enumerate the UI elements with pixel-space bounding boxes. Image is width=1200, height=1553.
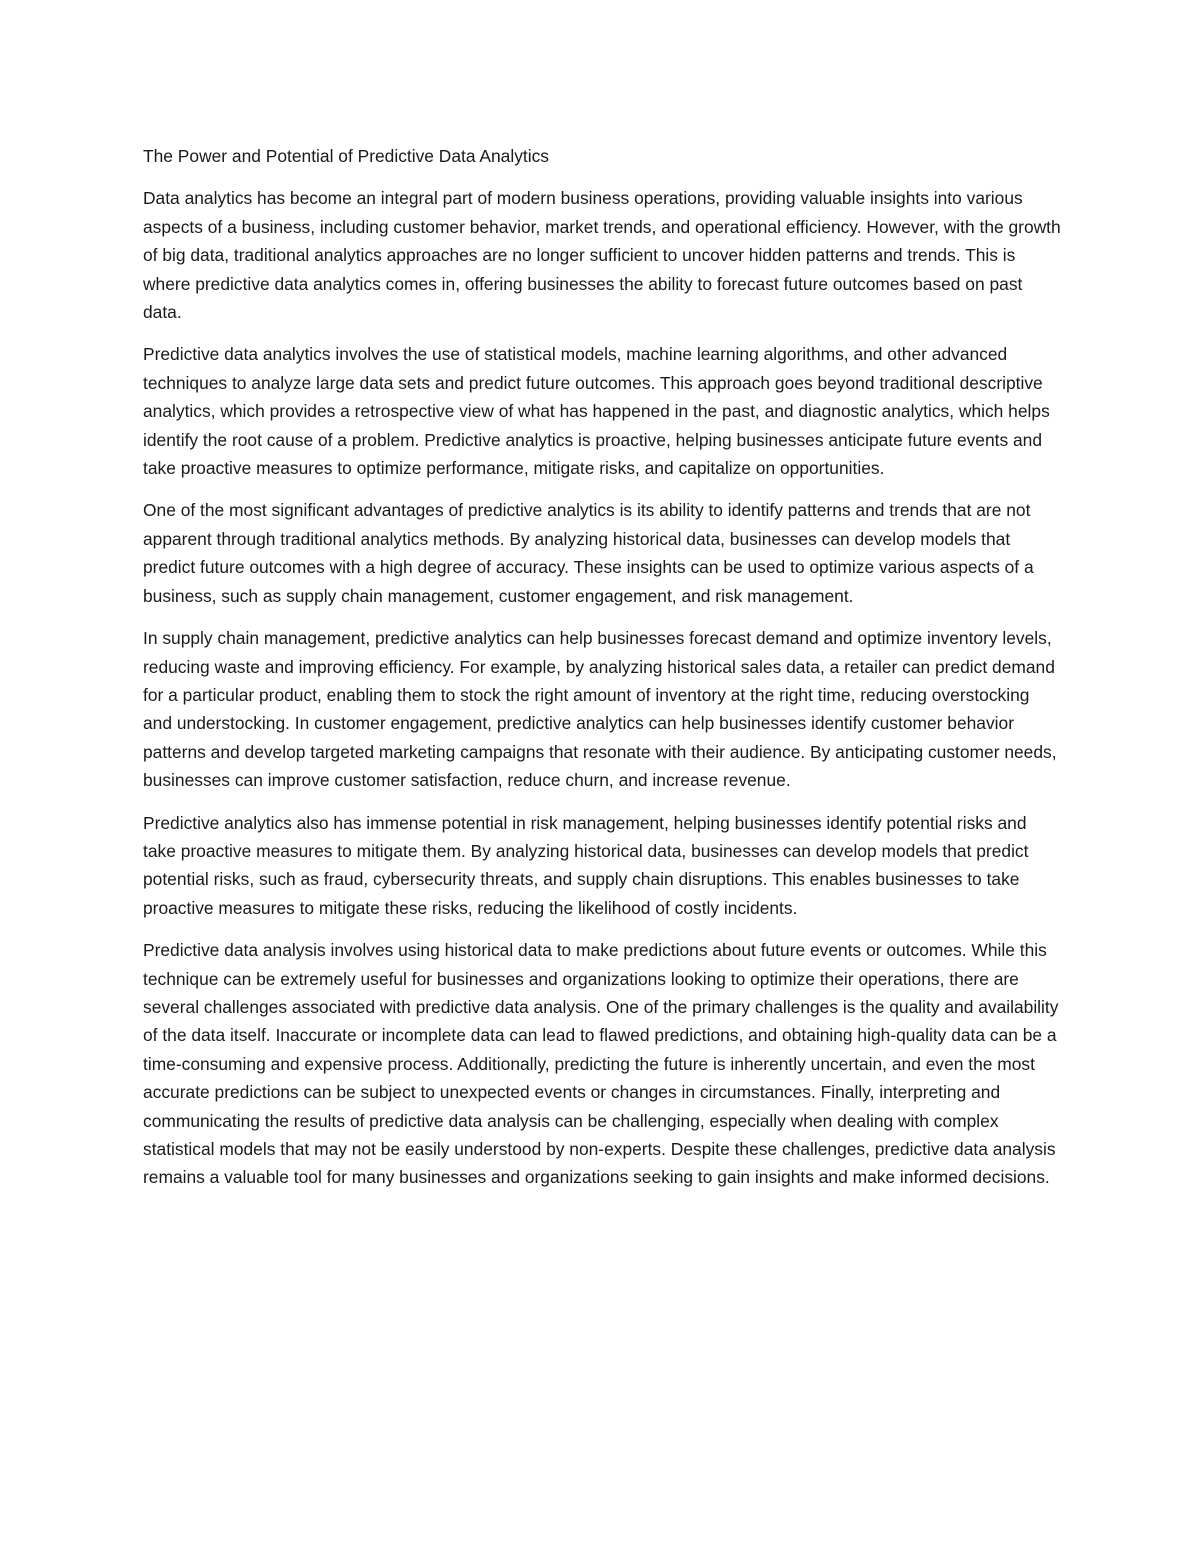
- paragraph-intro: Data analytics has become an integral part of modern business operations, providing valuable insights into various aspects of a business, including customer behavior, market trends, and operational efficiency. However, with the growth of big data, traditional analytics approaches are no longer sufficient to uncover hidden patterns and trends. This is where predictive data analytics comes in, offering businesses the ability to forecast future outcomes based on past data.: [143, 188, 1061, 323]
- document-body: [143, 142, 1063, 1206]
- paragraph-supply-chain: In supply chain management, predictive analytics can help businesses forecast demand and optimize inventory levels, reducing waste and improving efficiency. For example, by analyzing historical sales data, a retailer can predict demand for a particular product, enabling them to stock the right amount of inventory at the right time, reducing overstocking and understocking. In customer engagement, predictive analytics can help businesses identify customer behavior patterns and develop targeted marketing campaigns that resonate with their audience. By anticipating customer needs, businesses can improve customer satisfaction, reduce churn, and increase revenue.: [143, 628, 1057, 791]
- paragraph-challenges: Predictive data analysis involves using historical data to make predictions about future events or outcomes. While this technique can be extremely useful for businesses and organizations looking to optimize their operations, there are several challenges associated with predictive data analysis. One of the primary challenges is the quality and availability of the data itself. Inaccurate or incomplete data can lead to flawed predictions, and obtaining high-quality data can be a time-consuming and expensive process. Additionally, predicting the future is inherently uncertain, and even the most accurate predictions can be subject to unexpected events or changes in circumstances. Finally, interpreting and communicating the results of predictive data analysis can be challenging, especially when dealing with complex statistical models that may not be easily understood by non-experts. Despite these challenges, predictive data analysis remains a valuable tool for many businesses and organizations seeking to gain insights and make informed decisions.: [143, 940, 1059, 1188]
- paragraph-definition: Predictive data analytics involves the use of statistical models, machine learning algorithms, and other advanced techniques to analyze large data sets and predict future outcomes. This approach goes beyond traditional descriptive analytics, which provides a retrospective view of what has happened in the past, and diagnostic analytics, which helps identify the root cause of a problem. Predictive analytics is proactive, helping businesses anticipate future events and take proactive measures to optimize performance, mitigate risks, and capitalize on opportunities.: [143, 344, 1050, 479]
- document-title: The Power and Potential of Predictive Data Analytics: [143, 146, 549, 166]
- paragraph-risk-management: Predictive analytics also has immense potential in risk management, helping businesses identify potential risks and take proactive measures to mitigate them. By analyzing historical data, businesses can develop models that predict potential risks, such as fraud, cybersecurity threats, and supply chain disruptions. This enables businesses to take proactive measures to mitigate these risks, reducing the likelihood of costly incidents.: [143, 812, 1029, 918]
- paragraph-advantages: One of the most significant advantages of predictive analytics is its ability to identify patterns and trends that are not apparent through traditional analytics methods. By analyzing historical data, businesses can develop models that predict future outcomes with a high degree of accuracy. These insights can be used to optimize various aspects of a business, such as supply chain management, customer engagement, and risk management.: [143, 500, 1034, 606]
